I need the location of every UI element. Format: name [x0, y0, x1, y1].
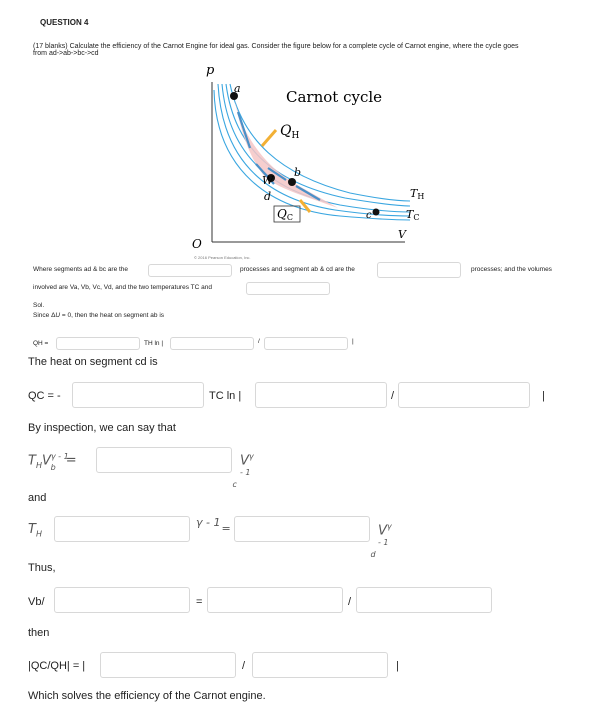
- ratio-slash: /: [242, 660, 246, 672]
- blank-qc-1[interactable]: [72, 382, 204, 408]
- figure-title: Carnot cycle: [286, 88, 383, 106]
- work-label: W: [262, 174, 274, 187]
- tc-ln-label: TC ln |: [209, 390, 242, 402]
- th-vb-expression: $T_HV^{\gamma - 1}_b$ =: [28, 452, 77, 473]
- ratio-bar: |: [396, 660, 399, 672]
- sol-label: Sol.: [33, 302, 45, 309]
- qh-bar: |: [352, 338, 354, 345]
- thus-equals: =: [196, 596, 203, 608]
- blank-and-2[interactable]: [234, 516, 370, 542]
- heat-cd-text: The heat on segment cd is: [28, 356, 158, 368]
- qh-heat-arrow: [262, 130, 276, 146]
- qc-slash: /: [391, 390, 395, 402]
- tc-label: TC: [406, 208, 420, 222]
- conclusion-text: Which solves the efficiency of the Carnot engine.: [28, 690, 266, 702]
- qc-equation-label: QC = -: [28, 390, 61, 402]
- vb-over-label: Vb/: [28, 596, 45, 608]
- blank-abcd-process[interactable]: [377, 262, 461, 278]
- blank-thus-2[interactable]: [207, 587, 343, 613]
- th-label: TH: [410, 187, 425, 201]
- qc-bar: |: [542, 390, 545, 402]
- inspection-text: By inspection, we can say that: [28, 422, 176, 434]
- point-c-label: c: [366, 210, 372, 221]
- blank-ratio-1[interactable]: [100, 652, 236, 678]
- where-text: Where segments ad & bc are the: [33, 266, 129, 273]
- processes-volumes-text: processes; and the volumes: [471, 266, 552, 273]
- blank-adbc-process[interactable]: [148, 264, 232, 277]
- v-axis-label: V: [398, 228, 406, 241]
- question-intro-line1: (17 blanks) Calculate the efficiency of the Carnot Engine for ideal gas. Consider the figure below for a complete cycle of Carnot engine, where the cycle goes: [33, 43, 519, 50]
- blank-qh-3[interactable]: [264, 337, 348, 350]
- qc-label: QC: [277, 207, 293, 222]
- vd-expression: $V^{\gamma - 1}_d$: [370, 522, 392, 559]
- point-a-label: a: [234, 82, 241, 95]
- blank-and-1[interactable]: [54, 516, 190, 542]
- figure-credit: © 2016 Pearson Education, Inc.: [194, 255, 251, 260]
- blank-thus-3[interactable]: [356, 587, 492, 613]
- blank-qh-2[interactable]: [170, 337, 254, 350]
- th-ln-label: TH ln |: [144, 340, 164, 347]
- ratio-label: |QC/QH| = |: [28, 660, 86, 672]
- blank-qc-2[interactable]: [255, 382, 387, 408]
- point-b-label: b: [294, 166, 302, 179]
- thus-text: Thus,: [28, 562, 56, 574]
- involved-text: involved are Va, Vb, Vc, Vd, and the two temperatures TC and: [33, 284, 212, 291]
- point-c-marker: [373, 209, 380, 216]
- question-intro: [33, 43, 593, 57]
- point-b-marker: [288, 178, 296, 186]
- blank-temperature[interactable]: [246, 282, 330, 295]
- question-intro-line2: from ad->ab->bc->cd: [33, 50, 99, 57]
- blank-thus-1[interactable]: [54, 587, 190, 613]
- point-d-label: d: [264, 190, 272, 203]
- origin-label: O: [192, 237, 202, 251]
- processes-ab-cd-text: processes and segment ab & cd are the: [240, 266, 355, 273]
- question-heading: QUESTION 4: [40, 18, 89, 27]
- blank-inspection-1[interactable]: [96, 447, 232, 473]
- qh-label: $Q_H$: [280, 123, 300, 141]
- blank-ratio-2[interactable]: [252, 652, 388, 678]
- then-text: then: [28, 627, 50, 639]
- p-axis-label: p: [206, 63, 215, 78]
- vc-expression: $V^{\gamma - 1}_c$: [232, 452, 254, 489]
- since-text: Since ΔU = 0, then the heat on segment ab is: [33, 312, 165, 319]
- gamma-exp-and: γ - 1=: [196, 516, 231, 535]
- th-expression: $T_H$: [28, 522, 42, 539]
- thus-slash: /: [348, 596, 352, 608]
- and-text: and: [28, 492, 47, 504]
- qh-equation-label: QH =: [33, 340, 49, 347]
- blank-qc-3[interactable]: [398, 382, 530, 408]
- blank-qh-1[interactable]: [56, 337, 140, 350]
- qh-slash: /: [258, 338, 260, 345]
- cycle-region: [234, 96, 338, 208]
- carnot-cycle-diagram: [170, 60, 450, 260]
